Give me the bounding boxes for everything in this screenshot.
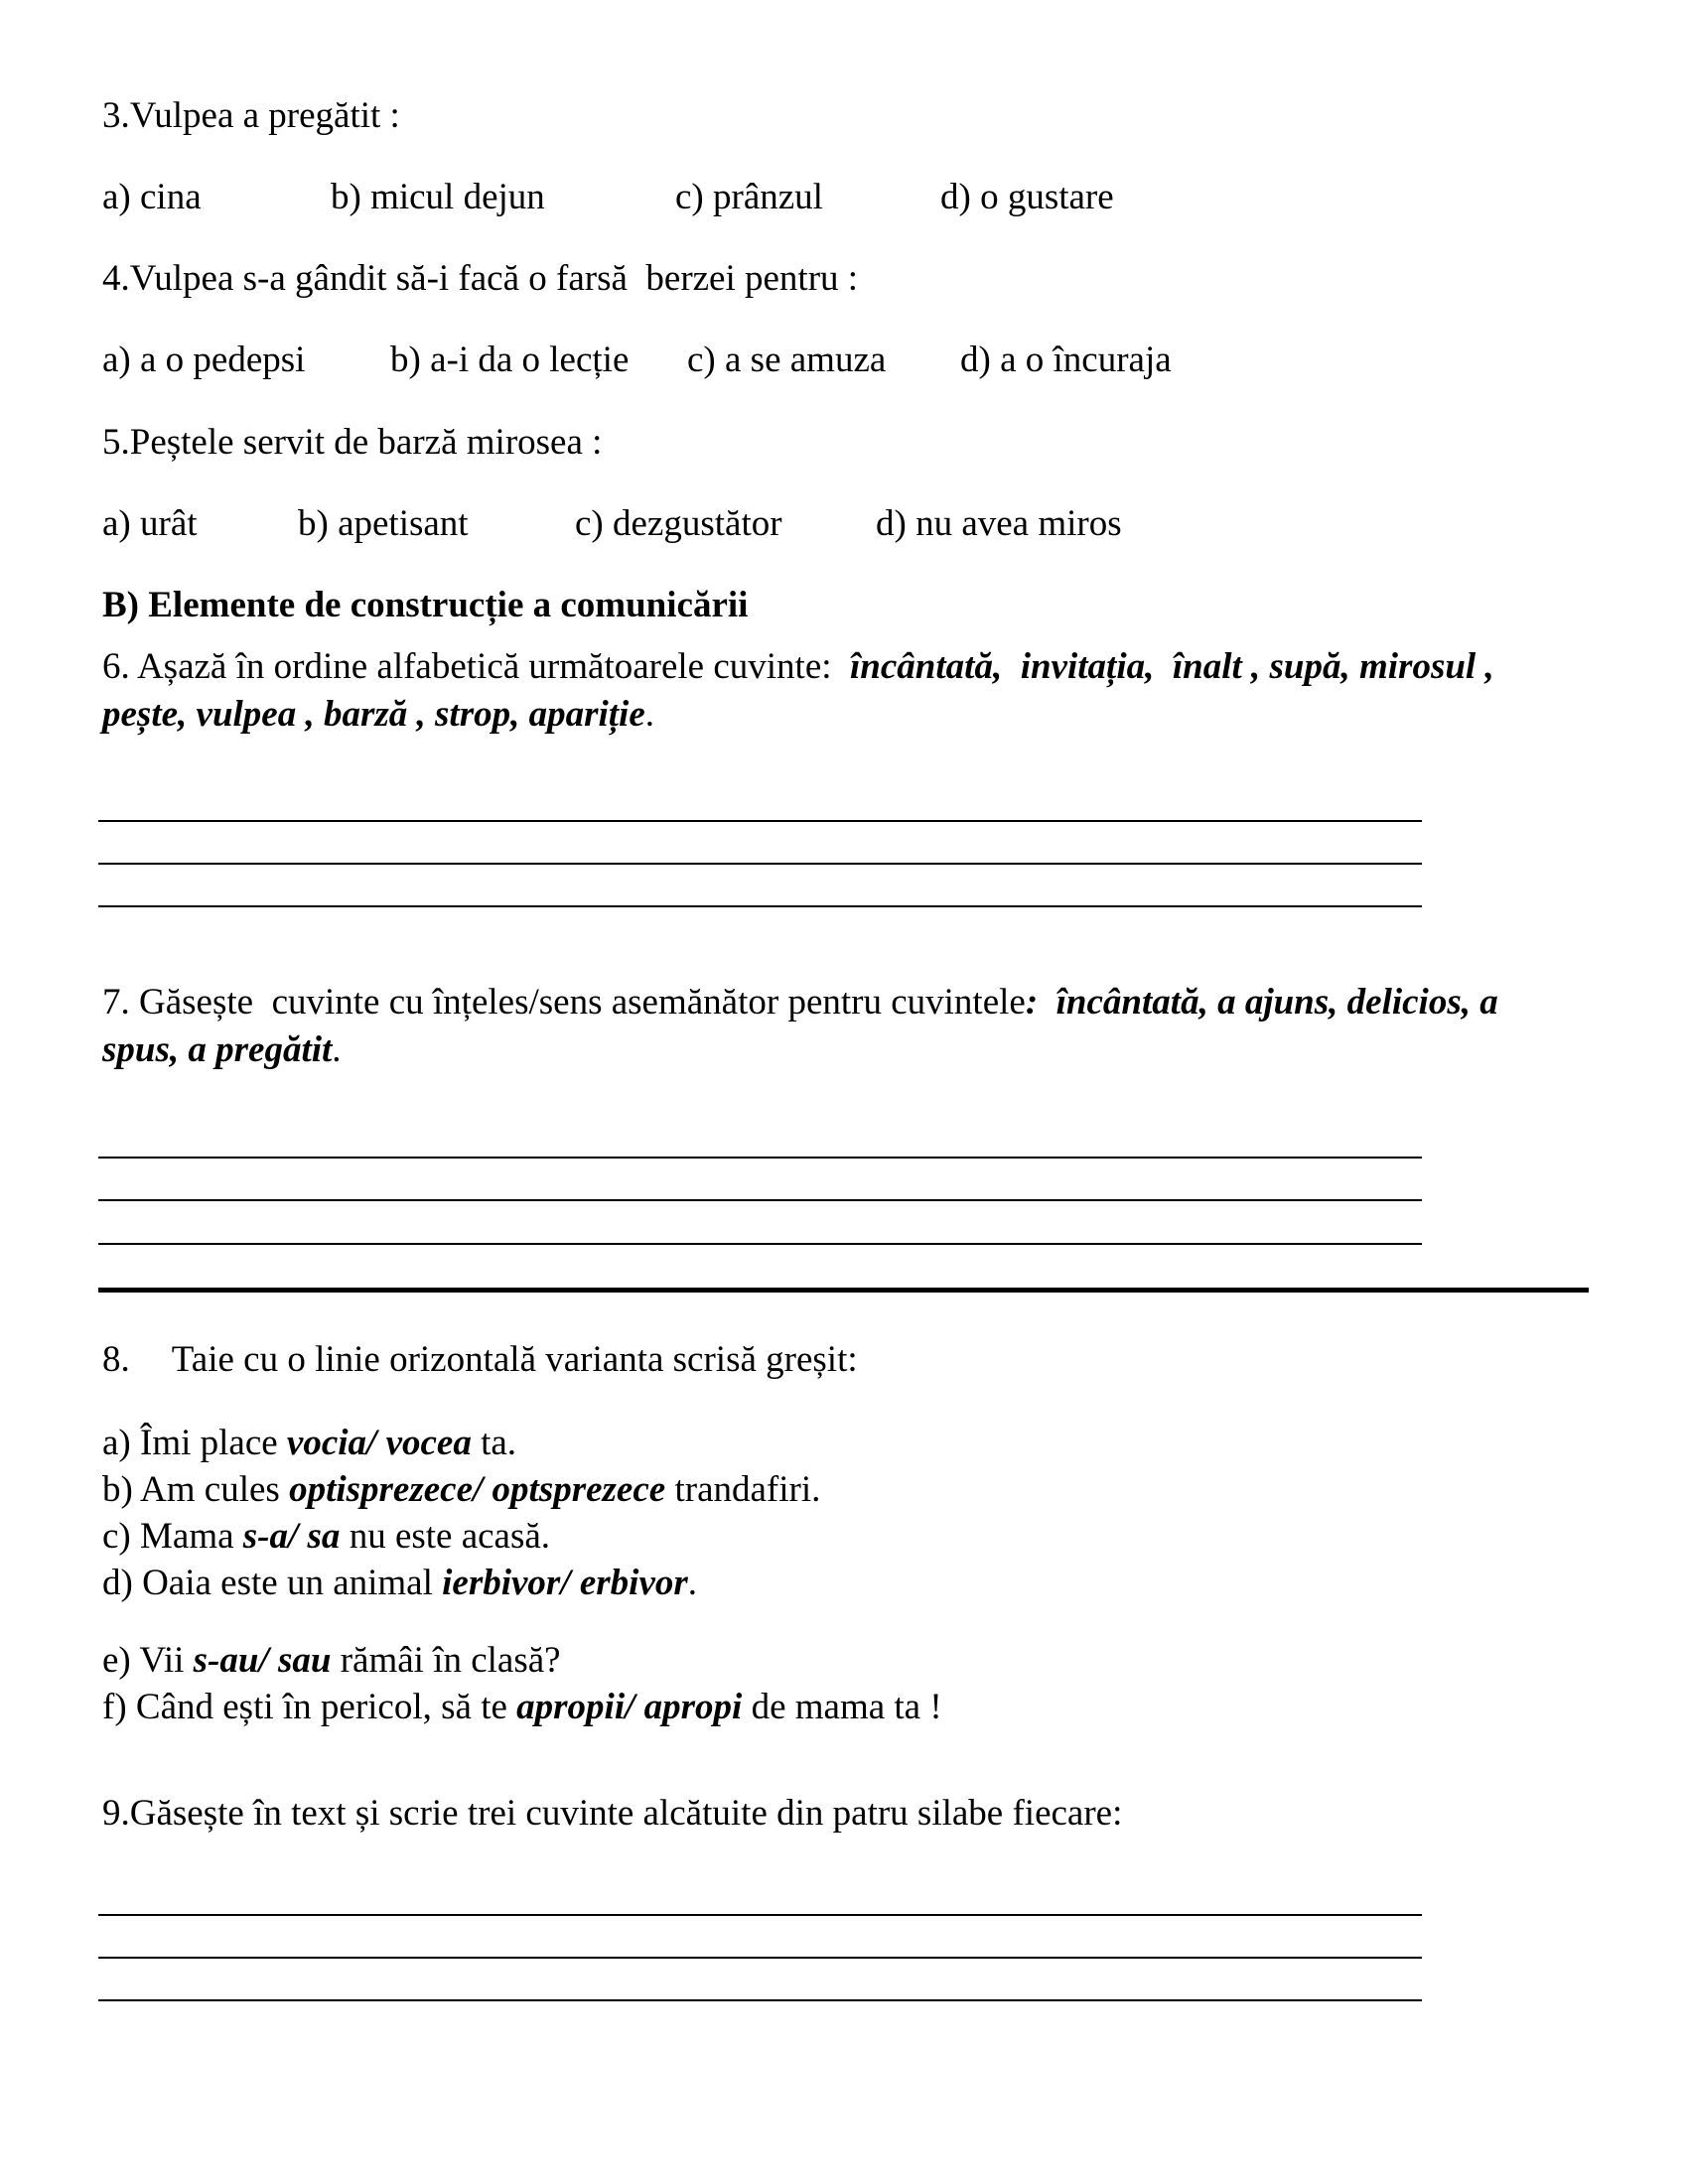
answer-line-q7-3 — [98, 1243, 1422, 1245]
question-3-option-b: b) micul dejun — [331, 177, 545, 217]
question-5-option-c: c) dezgustător — [575, 503, 782, 544]
question-8-item-e-segment-0: e) Vii — [102, 1640, 194, 1681]
question-4-option-d: d) a o încuraja — [960, 340, 1172, 380]
question-8-segment-0: 8. — [102, 1339, 130, 1380]
question-8-item-d-segment-0: d) Oaia este un animal — [102, 1563, 443, 1603]
question-5-option-a: a) urât — [102, 503, 198, 544]
question-6-line-1-segment-0: 6. Așază în ordine alfabetică următoarele cuvinte: — [102, 646, 851, 687]
question-8-item-f-segment-1: apropii/ apropi — [516, 1687, 743, 1727]
question-5-option-d: d) nu avea miros — [876, 503, 1122, 544]
question-4-option-a: a) a o pedepsi — [102, 340, 306, 380]
question-9-segment-0: 9.Găsește în text și scrie trei cuvinte alcătuite din patru silabe fiecare: — [102, 1793, 1123, 1834]
answer-line-q6-3 — [98, 905, 1422, 907]
question-8-segment-1: Taie cu o linie orizontală varianta scrisă greșit: — [171, 1339, 858, 1380]
question-8-item-f-segment-0: f) Când ești în pericol, să te — [102, 1687, 517, 1727]
question-3-option-a: a) cina — [102, 177, 202, 217]
section-b-heading — [102, 584, 1612, 627]
question-5-option-b: b) apetisant — [298, 503, 469, 544]
question-4-options — [102, 339, 1612, 382]
question-8-item-e-segment-2: rămâi în clasă? — [331, 1640, 561, 1681]
question-8-item-b — [102, 1468, 1612, 1512]
answer-line-q9-2 — [98, 1957, 1422, 1959]
question-8-item-f-segment-2: de mama ta ! — [742, 1687, 942, 1727]
question-4-segment-0: 4.Vulpea s-a gândit să-i facă o farsă berzei pentru : — [102, 258, 859, 299]
answer-line-q6-2 — [98, 863, 1422, 865]
question-7-line-2-segment-0: spus, a pregătit — [102, 1029, 333, 1070]
question-6-line-2 — [102, 693, 1612, 737]
question-8-item-c-segment-2: nu este acasă. — [340, 1516, 551, 1557]
question-3-option-c: c) prânzul — [675, 177, 823, 217]
question-8-item-a-segment-2: ta. — [471, 1423, 517, 1463]
question-8-item-c — [102, 1515, 1612, 1559]
question-6-line-2-segment-1: . — [644, 694, 655, 735]
question-7-line-1-segment-0: 7. Găsește cuvinte cu înțeles/sens asemănător pentru cuvintele — [102, 982, 1026, 1023]
question-8-item-a-segment-0: a) Îmi place — [102, 1423, 287, 1463]
question-8-item-e-segment-1: s-au/ sau — [193, 1640, 332, 1681]
answer-line-q7-2 — [98, 1199, 1422, 1201]
question-3 — [102, 94, 1612, 138]
question-9 — [102, 1792, 1612, 1836]
section-b-heading-segment-0: B) Elemente de construcție a comunicării — [102, 585, 749, 625]
question-6-line-1-segment-1: încântată, invitația, înalt , supă, mirosul , — [850, 646, 1494, 687]
question-7-line-2-segment-1: . — [332, 1029, 342, 1070]
question-7-line-1-segment-1: : încântată, a ajuns, delicios, a — [1025, 982, 1498, 1023]
question-6-line-1 — [102, 645, 1612, 689]
question-8-item-b-segment-1: optisprezece/ optsprezece — [289, 1469, 666, 1510]
answer-line-q6-1 — [98, 820, 1422, 822]
question-8-item-b-segment-2: trandafiri. — [665, 1469, 821, 1510]
question-6-line-2-segment-0: pește, vulpea , barză , strop, apariție — [102, 694, 645, 735]
question-4 — [102, 257, 1612, 301]
section-divider — [98, 1288, 1589, 1293]
question-5-options — [102, 502, 1612, 546]
question-3-options — [102, 176, 1612, 219]
question-8-item-f — [102, 1686, 1612, 1729]
question-8-item-d-segment-1: ierbivor/ erbivor — [442, 1563, 688, 1603]
question-8-item-c-segment-0: c) Mama — [102, 1516, 243, 1557]
question-8-item-a-segment-1: vocia/ vocea — [286, 1423, 472, 1463]
question-8-item-b-segment-0: b) Am cules — [102, 1469, 290, 1510]
question-8 — [102, 1338, 1612, 1382]
question-5-segment-0: 5.Peștele servit de barză mirosea : — [102, 422, 603, 463]
question-8-item-d-segment-2: . — [687, 1563, 698, 1603]
answer-line-q9-3 — [98, 1999, 1422, 2001]
question-4-option-b: b) a-i da o lecție — [390, 340, 630, 380]
question-3-segment-0: 3.Vulpea a pregătit : — [102, 95, 400, 136]
question-8-item-a — [102, 1422, 1612, 1465]
question-5 — [102, 421, 1612, 465]
question-8-item-d — [102, 1562, 1612, 1605]
question-7-line-1 — [102, 981, 1612, 1024]
answer-line-q9-1 — [98, 1914, 1422, 1916]
answer-line-q7-1 — [98, 1157, 1422, 1159]
question-3-option-d: d) o gustare — [940, 177, 1114, 217]
question-8-item-e — [102, 1639, 1612, 1683]
question-8-item-c-segment-1: s-a/ sa — [242, 1516, 341, 1557]
question-7-line-2 — [102, 1028, 1612, 1072]
question-4-option-c: c) a se amuza — [687, 340, 887, 380]
